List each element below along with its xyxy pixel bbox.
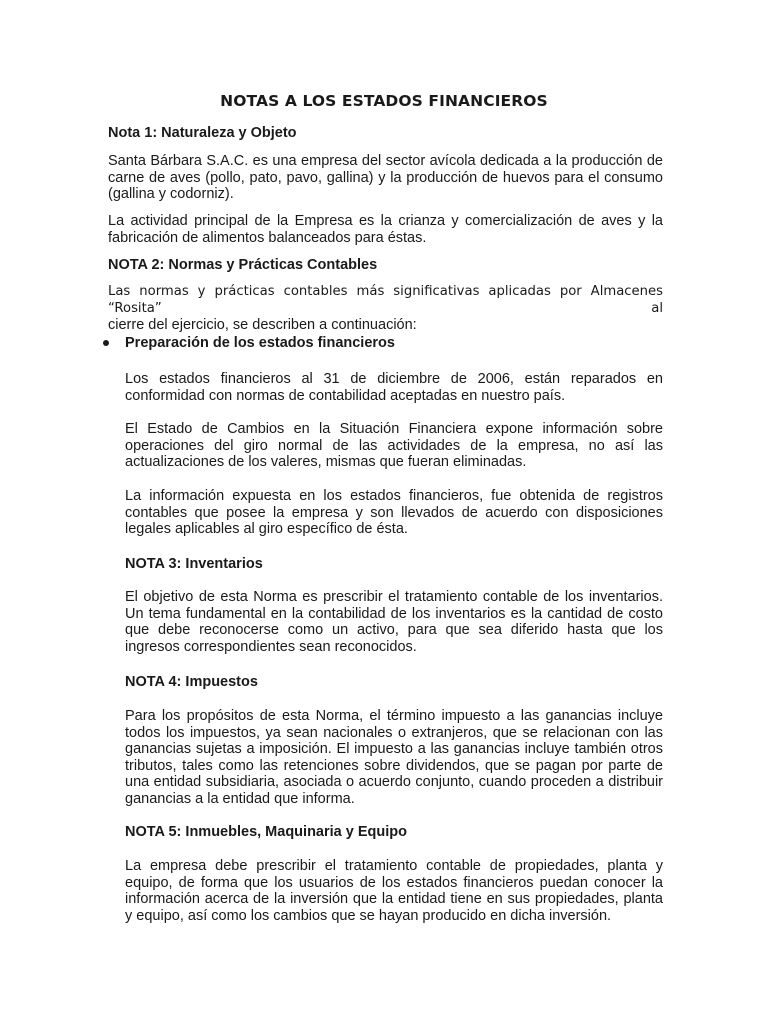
nota4-paragraph-1: Para los propósitos de esta Norma, el término impuesto a las ganancias incluye todos los impuestos, ya sean nacionales o extranjeros, que se relacionan con las ganancias sujetas a imposición. El impuesto a las ganancias incluye también otros tributos, tales como las retenciones sobre dividendos, que se pagan por parte de una entidad subsidiaria, asociada o acuerdo conjunto, cuando proceden a distribuir ganancias a la entidad que informa. [125,708,663,807]
nota2-intro-line-2: cierre del ejercicio, se describen a continuación: [108,317,417,334]
nota5-paragraph-1: La empresa debe prescribir el tratamiento contable de propiedades, planta y equipo, de forma que los usuarios de los estados financieros puedan conocer la información acerca de la inversión que la entidad tiene en sus propiedades, planta y equipo, así como los cambios que se hayan producido en dicha inversión. [125,858,663,924]
nota3-paragraph-1: El objetivo de esta Norma es prescribir el tratamiento contable de los inventarios. Un tema fundamental en la contabilidad de los inventarios es la cantidad de costo que debe reconocerse como un activo, para que sea diferido hasta que los ingresos correspondientes sean reconocidos. [125,589,663,655]
nota5-heading: NOTA 5: Inmuebles, Maquinaria y Equipo [125,824,407,840]
nota1-paragraph-1: Santa Bárbara S.A.C. es una empresa del sector avícola dedicada a la producción de carne de aves (pollo, pato, pavo, gallina) y la producción de huevos para el consumo (gallina y codorniz). [108,153,663,203]
document-title: NOTAS A LOS ESTADOS FINANCIEROS [220,92,548,110]
nota2-intro [108,284,663,334]
nota1-heading: Nota 1: Naturaleza y Objeto [108,125,297,141]
nota2-heading: NOTA 2: Normas y Prácticas Contables [108,257,378,273]
nota2-paragraph-2: El Estado de Cambios en la Situación Financiera expone información sobre operaciones del giro normal de las actividades de la empresa, no así las actualizaciones de los valeres, mismas que fueran eliminadas. [125,421,663,471]
nota1-paragraph-2: La actividad principal de la Empresa es la crianza y comercialización de aves y la fabricación de alimentos balanceados para éstas. [108,213,663,246]
nota2-paragraph-3: La información expuesta en los estados financieros, fue obtenida de registros contables que posee la empresa y son llevados de acuerdo con disposiciones legales aplicables al giro específico de ésta. [125,488,663,538]
nota2-intro-line-1: Las normas y prácticas contables más significativas aplicadas por Almacenes “Rosita” al [108,284,663,316]
nota4-heading: NOTA 4: Impuestos [125,674,258,690]
nota2-bullet-heading: Preparación de los estados financieros [125,335,395,351]
bullet-point [103,340,109,346]
nota3-heading: NOTA 3: Inventarios [125,556,263,572]
nota2-paragraph-1: Los estados financieros al 31 de diciembre de 2006, están reparados en conformidad con normas de contabilidad aceptadas en nuestro país. [125,371,663,404]
